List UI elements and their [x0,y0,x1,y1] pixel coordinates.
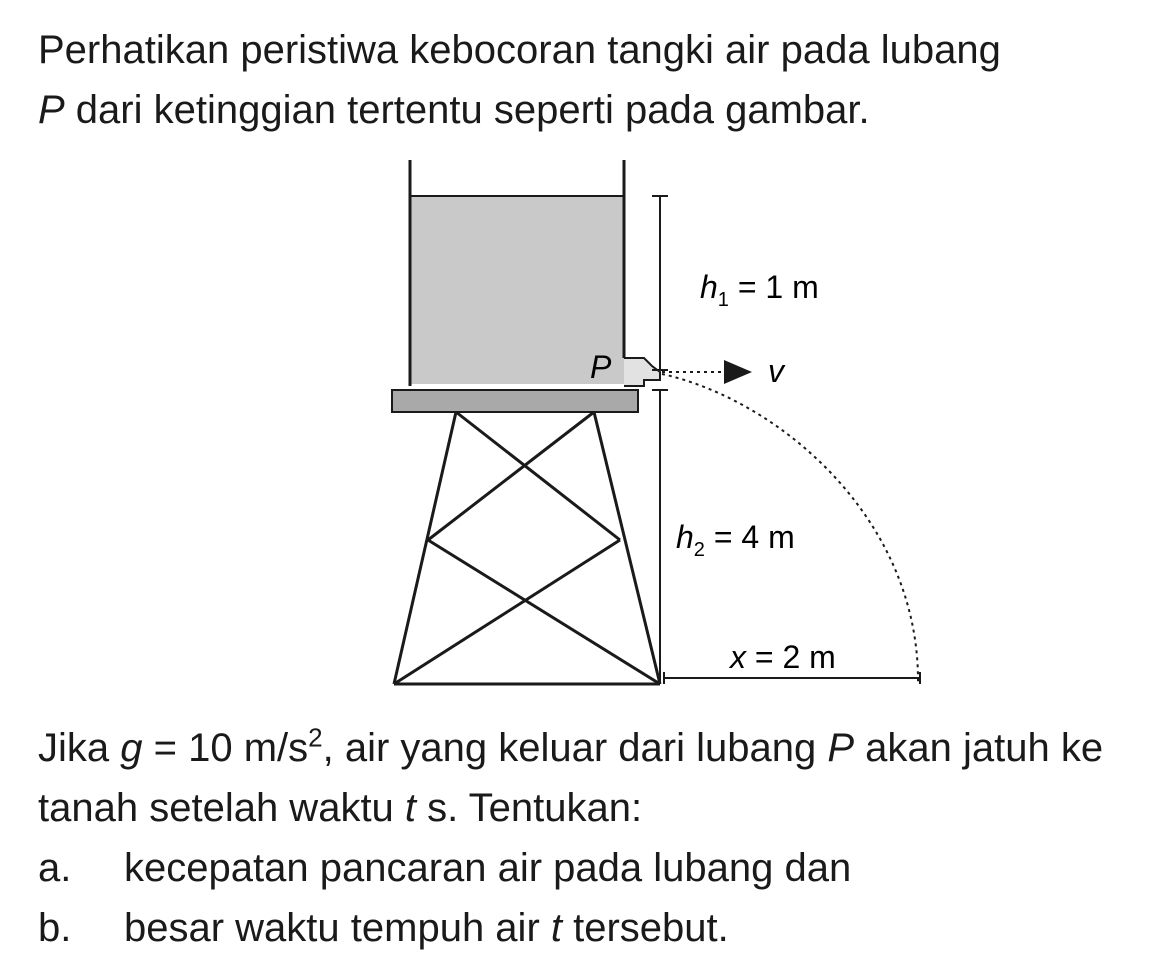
x-label [728,639,836,675]
hole-label: P [590,349,612,385]
intro-part2: dari ketinggian tertentu seperti pada gambar. [64,88,870,132]
question-part1: Jika [38,726,121,770]
list-text-start: besar waktu tempuh air [124,906,551,950]
list-text [124,898,729,958]
list-label: b. [38,906,72,950]
h1-var: h [700,269,718,305]
h1-dimension [652,196,668,370]
leak-spout [624,358,660,386]
list-label: a. [38,846,72,890]
question-list [38,838,1138,958]
h2-dimension [652,390,668,684]
list-item-a [38,838,1138,898]
list-text: kecepatan pancaran air pada lubang dan [124,846,852,890]
var-p-question: P [827,726,855,770]
h2-var: h [676,519,694,555]
tower-frame [394,412,660,684]
question-part2: = 10 m/s [142,726,309,770]
var-t-item: t [550,906,562,950]
h1-value: = 1 m [728,269,819,305]
var-g: g [120,726,143,770]
intro-part1: Perhatikan peristiwa kebocoran tangki air pada lubang [38,28,1001,72]
h2-value: = 4 m [704,519,795,555]
question-text [38,718,1138,838]
question-part4: akan jatuh ke tanah setelah waktu [38,726,1104,830]
x-var: x [730,639,746,675]
var-t: t [404,786,417,830]
var-p: P [38,88,65,132]
question-part5: s. Tentukan: [416,786,643,830]
h2-sub: 2 [693,539,705,561]
velocity-label: v [768,353,784,389]
x-value: = 2 m [746,639,836,675]
h1-label [700,269,819,311]
list-item-b [38,898,1138,958]
question-part3: , air yang keluar dari lubang [322,726,828,770]
list-text-end: tersebut. [562,906,729,950]
question-sup: 2 [308,722,323,753]
tower-platform [392,390,638,412]
h2-label [676,519,795,561]
h1-sub: 1 [717,289,729,311]
